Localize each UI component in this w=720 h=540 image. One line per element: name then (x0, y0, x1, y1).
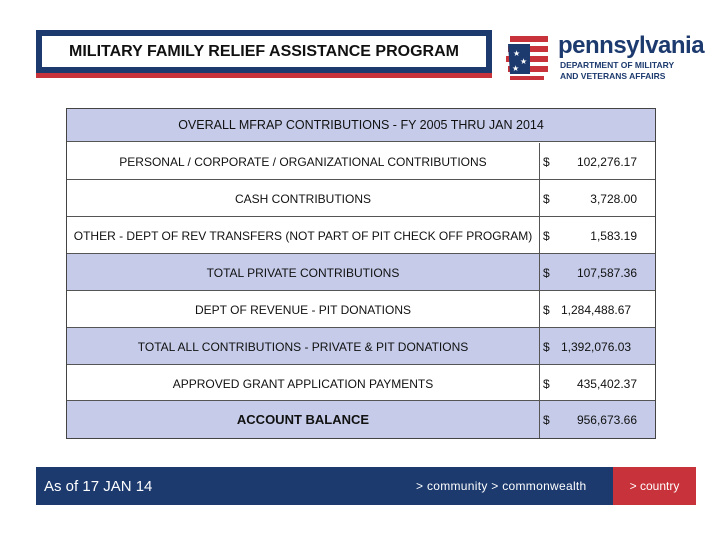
table-row (67, 365, 655, 402)
row-amount: 1,284,488.67 (561, 302, 632, 317)
table-row (67, 254, 655, 291)
title-banner (36, 30, 492, 78)
row-currency: $ (543, 339, 550, 354)
row-currency: $ (543, 228, 550, 243)
row-currency: $ (543, 412, 550, 427)
divider (67, 400, 655, 401)
footer-tagline: > community > commonwealth (416, 479, 587, 493)
row-amount: 1,392,076.03 (561, 339, 632, 354)
svg-text:★: ★ (513, 49, 521, 58)
row-label: TOTAL ALL CONTRIBUTIONS - PRIVATE & PIT DONATIONS (137, 339, 469, 354)
logo-name: pennsylvania (558, 32, 705, 59)
divider (67, 364, 655, 365)
row-currency: $ (543, 302, 550, 317)
row-label: APPROVED GRANT APPLICATION PAYMENTS (172, 376, 434, 391)
logo-department: DEPARTMENT OF MILITARY AND VETERANS AFFAIRS (560, 60, 675, 81)
row-amount: 956,673.66 (576, 412, 637, 427)
row-amount: 435,402.37 (576, 376, 637, 391)
table-row (67, 143, 655, 180)
row-amount: 1,583.19 (590, 228, 637, 243)
row-amount: 107,587.36 (576, 265, 637, 280)
footer-bar (36, 467, 696, 505)
table-row (67, 328, 655, 365)
table-row (67, 180, 655, 217)
pa-flag-icon (504, 32, 550, 82)
row-currency: $ (543, 265, 550, 280)
divider (67, 253, 655, 254)
table-row-account-balance (67, 401, 655, 438)
footer-tagline-accent: > country (613, 467, 696, 505)
row-amount: 3,728.00 (590, 191, 637, 206)
row-label: CASH CONTRIBUTIONS (234, 191, 371, 206)
divider (67, 290, 655, 291)
row-currency: $ (543, 376, 550, 391)
row-label: PERSONAL / CORPORATE / ORGANIZATIONAL CONTRIBUTIONS (119, 154, 487, 169)
row-currency: $ (543, 191, 550, 206)
row-label: OTHER - DEPT OF REV TRANSFERS (NOT PART OF PIT CHECK OFF PROGRAM) (73, 228, 533, 243)
row-label: ACCOUNT BALANCE (236, 412, 370, 427)
divider (67, 216, 655, 217)
column-divider (539, 143, 540, 438)
contributions-table (66, 108, 656, 439)
svg-text:★: ★ (520, 57, 528, 66)
svg-text:★: ★ (512, 64, 520, 73)
page-title: MILITARY FAMILY RELIEF ASSISTANCE PROGRAM (42, 36, 486, 67)
pennsylvania-logo (504, 30, 705, 84)
table-heading: OVERALL MFRAP CONTRIBUTIONS - FY 2005 THRU JAN 2014 (67, 109, 655, 142)
row-currency: $ (543, 154, 550, 169)
divider (67, 327, 655, 328)
table-row (67, 291, 655, 328)
table-row (67, 217, 655, 254)
row-label: DEPT OF REVENUE - PIT DONATIONS (194, 302, 412, 317)
divider (67, 179, 655, 180)
row-label: TOTAL PRIVATE CONTRIBUTIONS (206, 265, 400, 280)
row-amount: 102,276.17 (576, 154, 637, 169)
as-of-date: As of 17 JAN 14 (44, 477, 153, 495)
